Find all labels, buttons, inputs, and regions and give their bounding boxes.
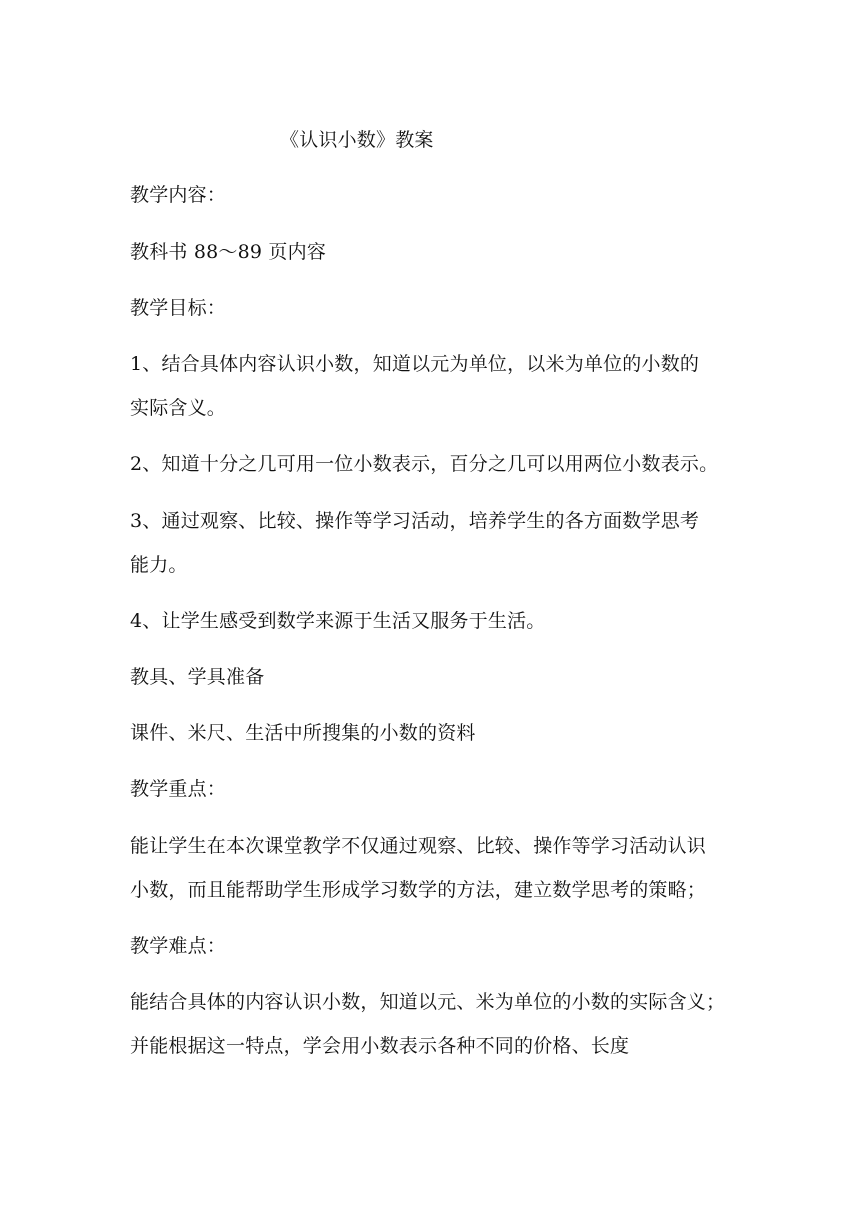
goal-1-line-2: 实际含义。 — [130, 397, 227, 419]
paragraph-textbook-pages: 教科书 88～89 页内容 — [130, 241, 327, 263]
paragraph-materials: 课件、米尺、生活中所搜集的小数的资料 — [130, 722, 476, 744]
key-point-line-2: 小数，而且能帮助学生形成学习数学的方法，建立数学思考的策略； — [130, 879, 707, 901]
heading-difficult-points: 教学难点： — [130, 935, 227, 957]
goal-4: 4、让学生感受到数学来源于生活又服务于生活。 — [130, 610, 546, 632]
heading-teaching-goals: 教学目标： — [130, 297, 227, 319]
page-title: 《认识小数》教案 — [280, 129, 434, 151]
goal-3-line-1: 3、通过观察、比较、操作等学习活动，培养学生的各方面数学思考 — [130, 510, 700, 532]
goal-3-line-2: 能力。 — [130, 554, 188, 576]
heading-teaching-content: 教学内容： — [130, 184, 227, 206]
difficult-point-line-2: 并能根据这一特点，学会用小数表示各种不同的价格、长度 — [130, 1035, 630, 1057]
key-point-line-1: 能让学生在本次课堂教学不仅通过观察、比较、操作等学习活动认识 — [130, 835, 707, 857]
difficult-point-line-1: 能结合具体的内容认识小数，知道以元、米为单位的小数的实际含义； — [130, 991, 726, 1013]
goal-1-line-1: 1、结合具体内容认识小数，知道以元为单位，以米为单位的小数的 — [130, 353, 700, 375]
heading-key-points: 教学重点： — [130, 778, 227, 800]
goal-2: 2、知道十分之几可用一位小数表示，百分之几可以用两位小数表示。 — [130, 453, 719, 475]
heading-materials: 教具、学具准备 — [130, 666, 265, 688]
